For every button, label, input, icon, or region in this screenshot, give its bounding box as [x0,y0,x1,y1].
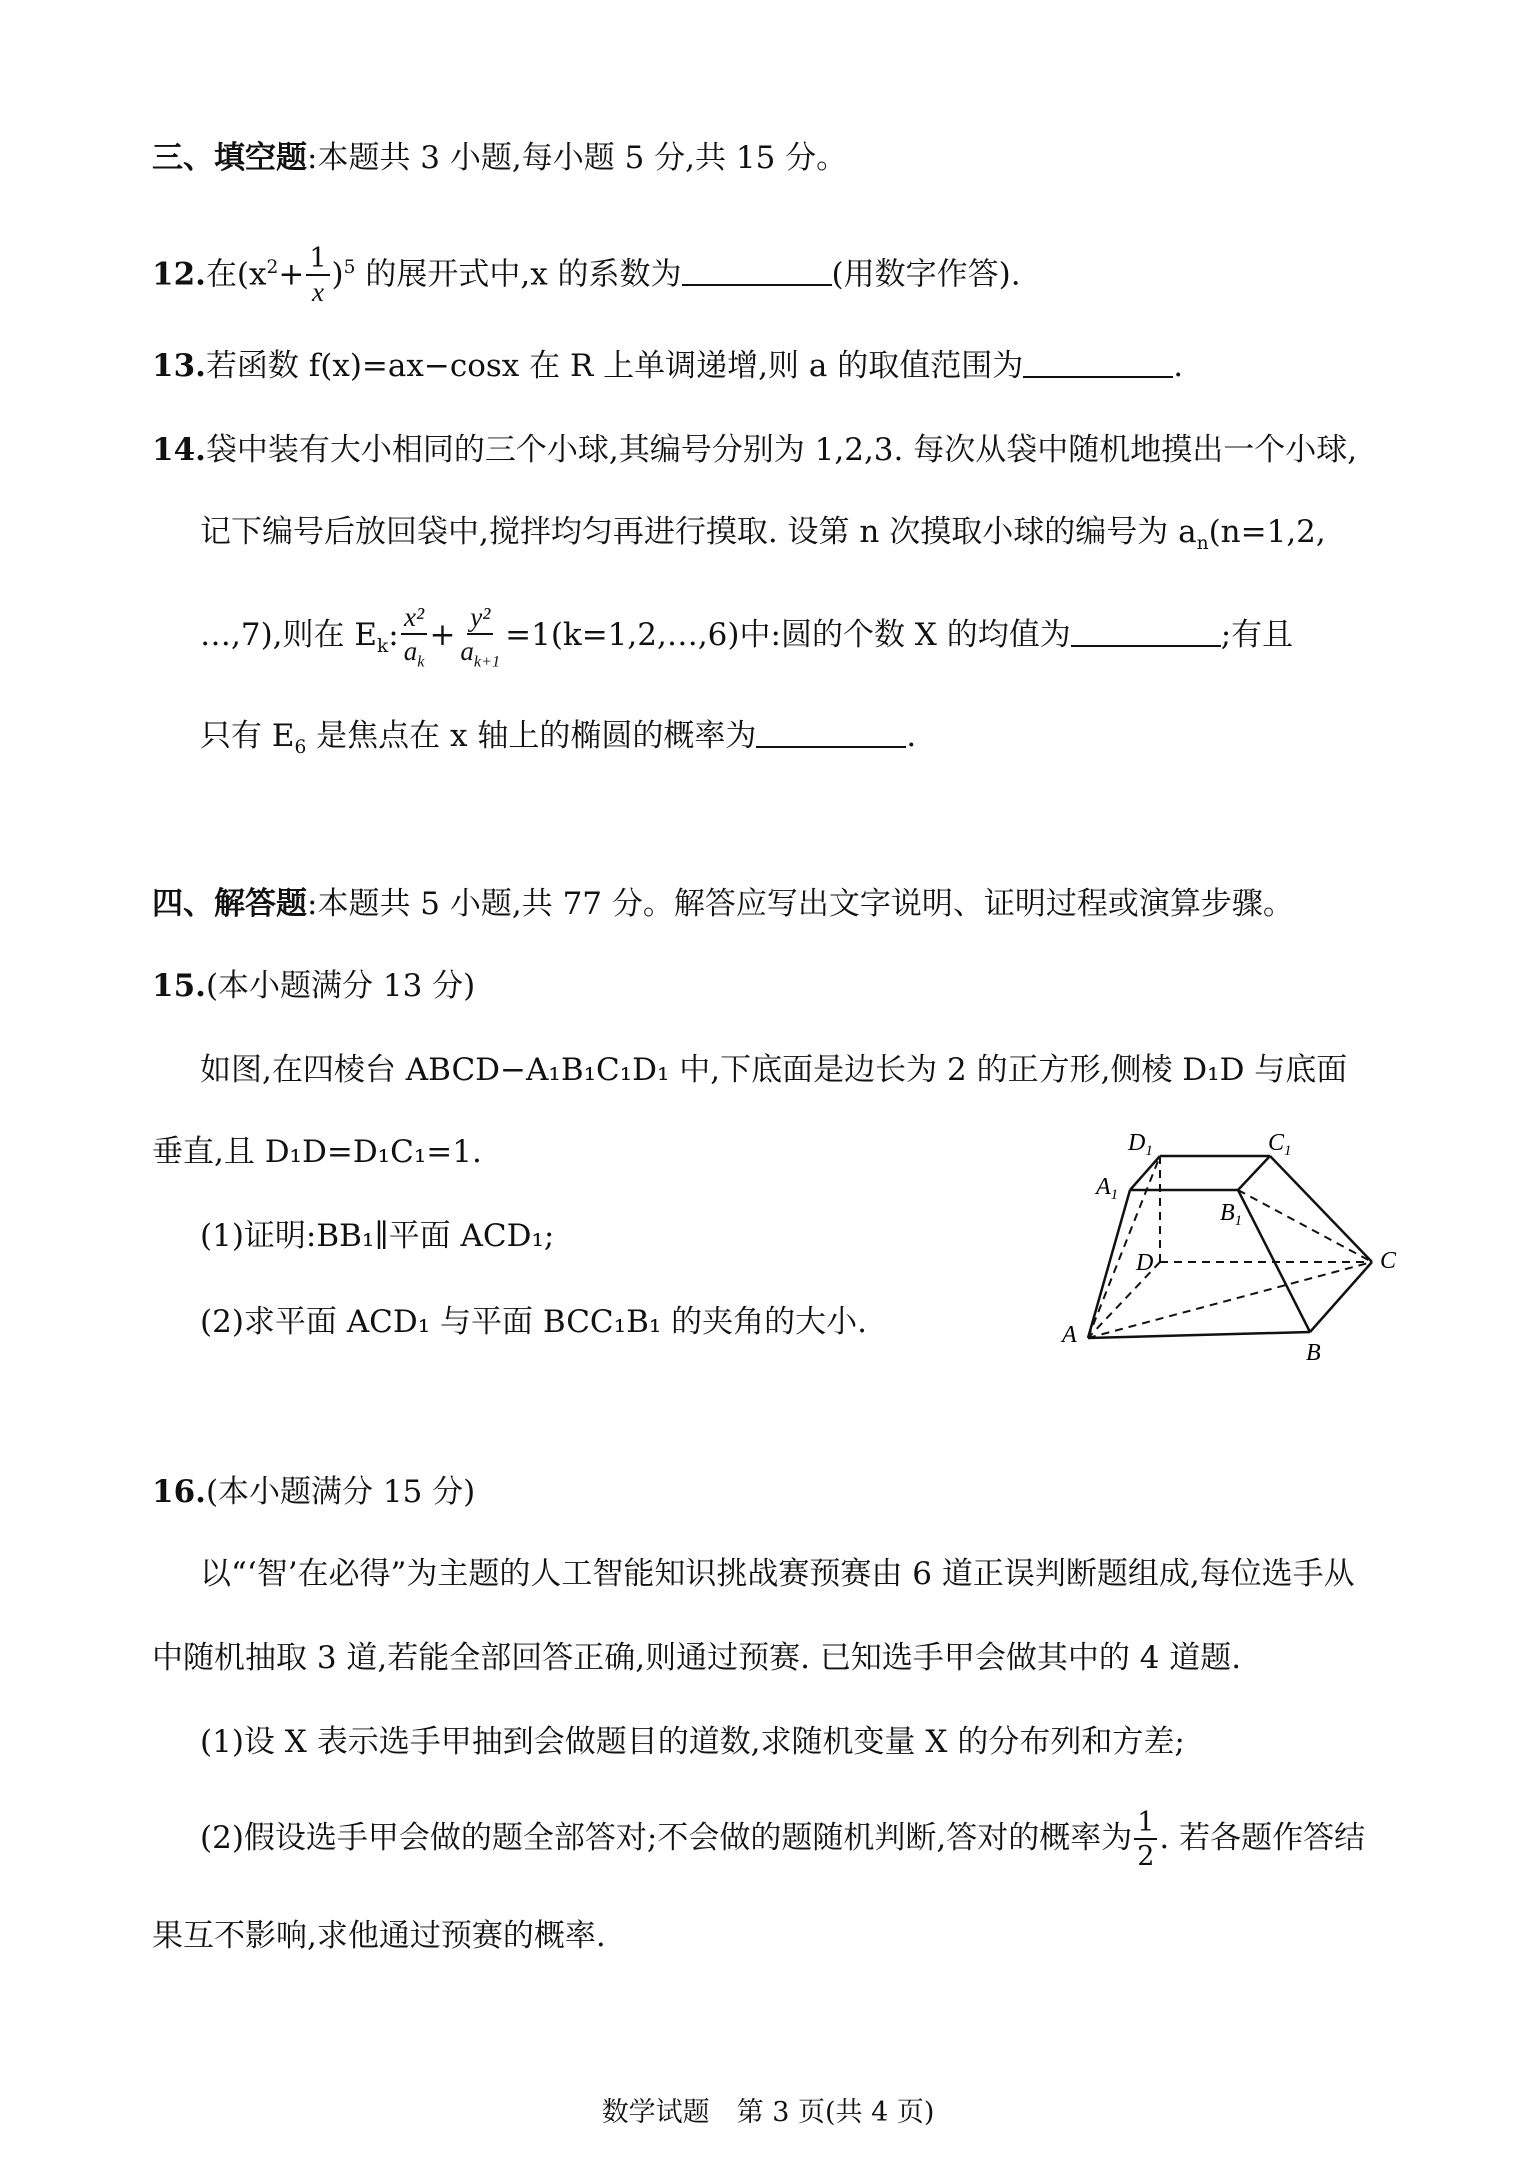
question-16-sub-1: (1)设 X 表示选手甲抽到会做题目的道数,求随机变量 X 的分布列和方差; [200,1724,1185,1760]
question-12: 12.在($x^2+$ $\frac{1}{x}$ )$^5$ 的展开式中,x 的系数为 (用数字作答). [152,243,1021,308]
question-14-line-2: 记下编号后放回袋中,搅拌均匀再进行摸取. 设第 n 次摸取小球的编号为 $a_n(n=1,2$, [200,514,1326,555]
label-d: D [1136,1250,1154,1276]
question-15-sub-2: (2)求平面 ACD₁ 与平面 BCC₁B₁ 的夹角的大小. [200,1304,867,1340]
label-b: B [1306,1340,1321,1366]
answer-blank[interactable] [1071,615,1221,647]
question-14-line-4: 只有 $E_6$ 是焦点在 x 轴上的椭圆的概率为 . [200,718,917,759]
question-number: 16. [152,1474,206,1510]
page-footer: 数学试题 第 3 页(共 4 页) [601,2097,935,2128]
question-15-sub-1: (1)证明:BB₁∥平面 ACD₁; [200,1218,555,1254]
question-number: 12. [152,256,206,293]
question-number: 15. [152,968,206,1004]
label-b1: $B_1$ [1220,1200,1243,1229]
question-number: 14. [152,432,206,468]
fraction: $\frac{\text{x²}}{a_k}$ [401,604,428,670]
label-d1: $D_1$ [1128,1130,1153,1159]
question-15-header: 15.(本小题满分 13 分) [152,968,476,1004]
fraction: $\frac{\text{y²}}{a_{k+1}}$ [460,601,501,671]
label-a1: $A_1$ [1096,1174,1119,1203]
question-16-sub-2-cont: 果互不影响,求他通过预赛的概率. [152,1918,606,1954]
section-4-heading: 四、解答题 [152,886,307,922]
section-4-header [152,882,1406,926]
question-number: 13. [152,348,206,384]
question-15-text-2: 垂直,且 D₁D=D₁C₁=1. [152,1134,482,1170]
question-16-header: 16.(本小题满分 15 分) [152,1474,476,1510]
section-3-heading: 三、填空题 [152,140,307,176]
question-13: 13.若函数 f(x)=ax−cosx 在 R 上单调递增,则 a 的取值范围为 . [152,348,1184,384]
section-4-desc: :本题共 5 小题,共 77 分。解答应写出文字说明、证明过程或演算步骤。 [307,886,1294,922]
answer-blank[interactable] [1023,346,1173,378]
fraction: $\frac{1}{2}$ [1134,1809,1157,1870]
frustum-figure [1040,1120,1420,1370]
question-16-sub-2: (2)假设选手甲会做的题全部答对;不会做的题随机判断,答对的概率为 $\frac{1}{2}$ . 若各题作答结 [200,1807,1366,1872]
question-16-text-2: 中随机抽取 3 道,若能全部回答正确,则通过预赛. 已知选手甲会做其中的 4 道题. [152,1640,1242,1676]
answer-blank[interactable] [682,254,832,286]
label-c: C [1380,1248,1397,1274]
question-14-line-3: …,7),则在 $E_k$: $\frac{\text{x²}}{a_k}$ + $\frac{\text{y²}}{a_{k+1}}$ =1(k=1,2,…,6)中:圆的个数 X 的均值为 ;有且 [200,601,1294,671]
label-c1: $C_1$ [1268,1130,1292,1159]
fraction: $\frac{1}{x}$ [306,245,329,306]
label-a: A [1062,1322,1077,1348]
question-15-text-1: 如图,在四棱台 ABCD−A₁B₁C₁D₁ 中,下底面是边长为 2 的正方形,侧棱 D₁D 与底面 [200,1052,1348,1088]
question-14-line-1: 14.袋中装有大小相同的三个小球,其编号分别为 1,2,3. 每次从袋中随机地摸出一个小球, [152,432,1358,468]
question-16-text-1: 以“‘智’在必得”为主题的人工智能知识挑战赛预赛由 6 道正误判断题组成,每位选手从 [200,1556,1355,1592]
section-3-desc: :本题共 3 小题,每小题 5 分,共 15 分。 [307,140,848,176]
answer-blank[interactable] [756,716,906,748]
section-3-header [152,136,1406,180]
